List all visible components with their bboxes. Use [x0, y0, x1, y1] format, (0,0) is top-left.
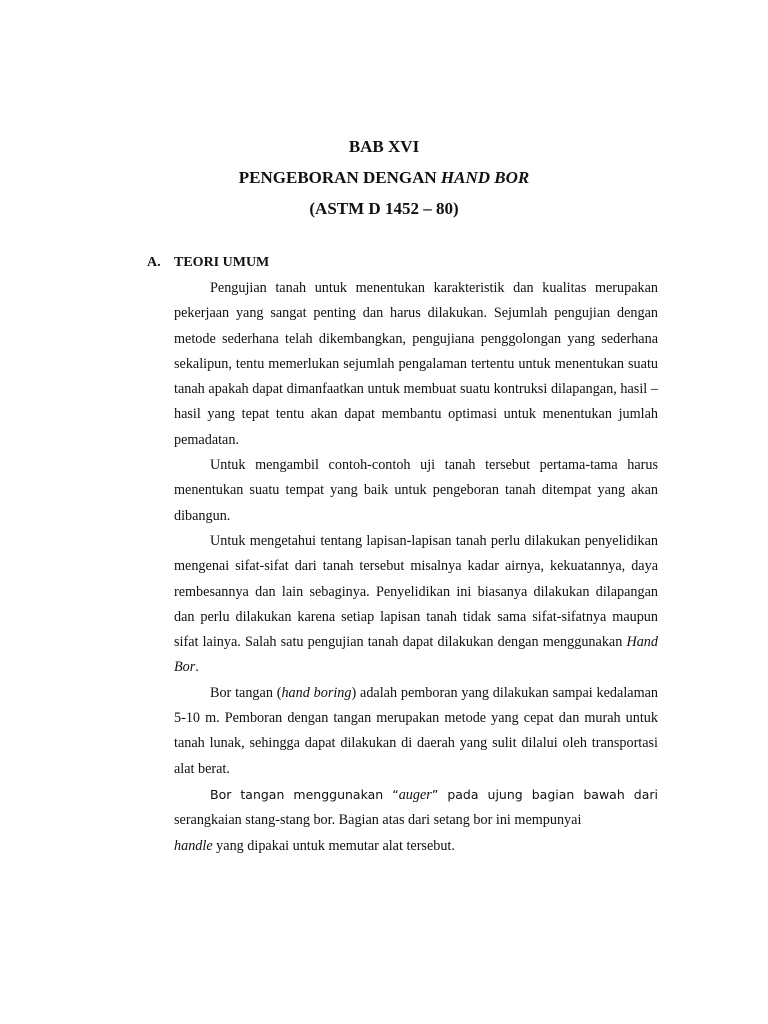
section-title: TEORI UMUM: [174, 255, 270, 270]
chapter-title-italic: HAND BOR: [440, 168, 530, 187]
section-heading: [147, 254, 269, 272]
paragraph-5-end: yang dipakai untuk memutar alat tersebut.: [212, 837, 455, 854]
paragraph-4-rest: ) adalah pemboran yang dilakukan sampai kedalaman 5-10 m. Pemboran dengan tangan merupakan metode yang cepat dan murah untuk tanah lunak, sehingga dapat dilakukan di daerah yang sulit dilalui oleh transportasi alat berat.: [174, 684, 658, 777]
paragraph-4-start: Bor tangan (: [210, 684, 282, 701]
paragraph-5-mid: ” pada ujung bagian bawah dari: [431, 786, 658, 802]
paragraph-4-italic: hand boring: [281, 684, 352, 701]
section-number: A.: [147, 255, 161, 270]
paragraph-5-italic-2: handle: [174, 837, 213, 854]
paragraph-5-cont: serangkaian stang-stang bor. Bagian atas dari setang bor ini mempunyai: [174, 812, 582, 829]
body-text: [174, 276, 658, 859]
chapter-heading: BAB XVI: [348, 137, 420, 156]
paragraph-3-italic: Hand Bor: [174, 634, 658, 676]
chapter-title: [0, 168, 768, 188]
paragraph-3-text: Untuk mengetahui tentang lapisan-lapisan tanah perlu dilakukan penyelidikan mengenai sifat-sifat dari tanah tersebut misalnya kadar airnya, kekuatannya, daya rembesannya dan lain sebaginya. Penyelidikan ini biasanya dilakukan dilapangan dan perlu dilakukan karena setiap lapisan tanah tidak sama sifat-sifatnya maupun sifat lainya. Salah satu pengujian tanah dapat dilakukan dengan menggunakan: [174, 532, 658, 651]
paragraph-3-end: .: [195, 659, 199, 676]
chapter-standard: (ASTM D 1452 – 80): [309, 199, 459, 218]
paragraph-5: [174, 782, 658, 859]
paragraph-1: Pengujian tanah untuk menentukan karakteristik dan kualitas merupakan pekerjaan yang sangat penting dan harus dilakukan. Sejumlah pengujian dengan metode sederhana telah dikembangkan, pengujiana penggolongan yang sederhana sekalipun, tentu memerlukan sejumlah pengalaman tertentu untuk menentukan suatu tanah apakah dapat dimanfaatkan untuk membuat suatu kontruksi dilapangan, hasil – hasil yang tepat tentu akan dapat membantu optimasi untuk menentukan jumlah pemadatan.: [174, 280, 658, 448]
paragraph-5-start: Bor tangan menggunakan “: [210, 786, 399, 802]
paragraph-4: [174, 681, 658, 782]
paragraph-2: Untuk mengambil contoh-contoh uji tanah tersebut pertama-tama harus menentukan suatu tempat yang baik untuk pengeboran tanah ditempat yang akan dibangun.: [174, 457, 658, 524]
paragraph-5-italic: auger: [398, 786, 432, 803]
paragraph-3: [174, 529, 658, 681]
chapter-title-prefix: PENGEBORAN DENGAN: [238, 168, 441, 187]
